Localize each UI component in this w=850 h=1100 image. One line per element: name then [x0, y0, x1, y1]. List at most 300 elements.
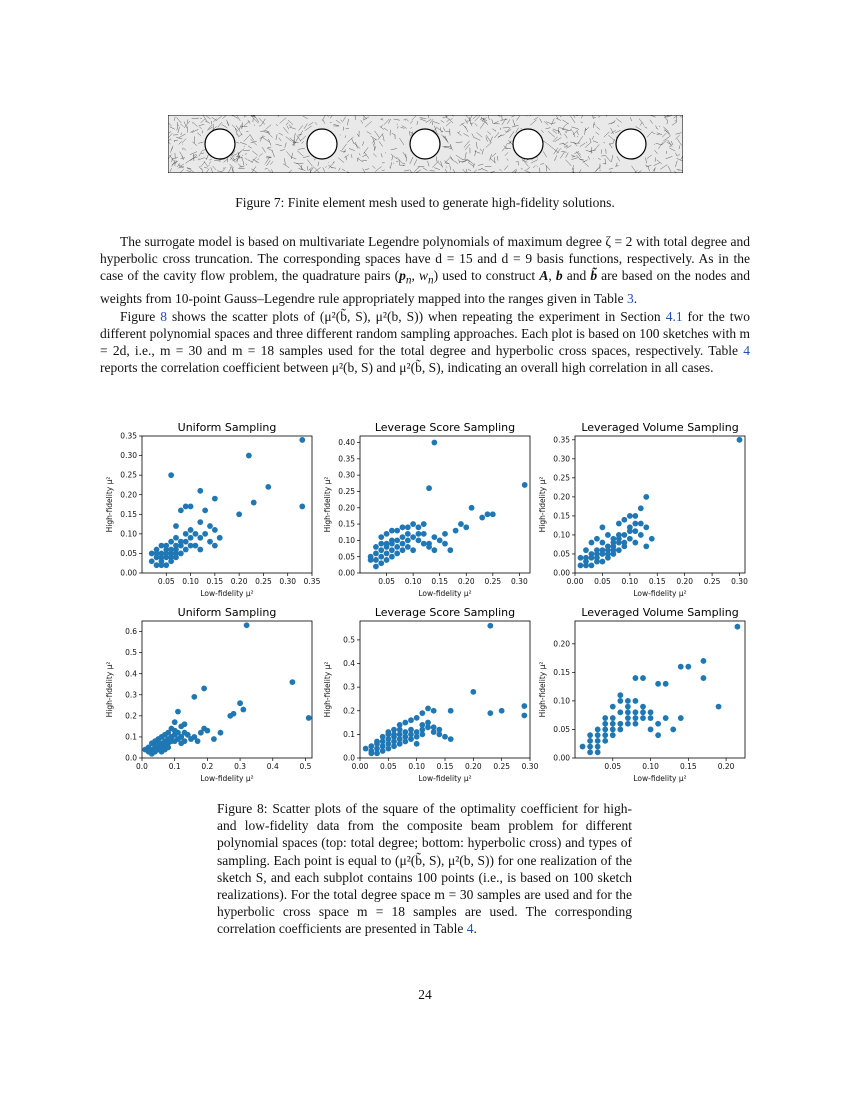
y-tick-label: 0.20: [553, 492, 570, 502]
scatter-point: [211, 736, 217, 742]
scatter-point: [448, 708, 454, 714]
scatter-point: [218, 730, 224, 736]
scatter-point: [173, 551, 179, 557]
scatter-point: [202, 507, 208, 513]
plot-title: Leveraged Volume Sampling: [581, 606, 739, 619]
scatter-point: [521, 713, 527, 719]
scatter-point: [201, 686, 207, 692]
x-tick-label: 0.25: [493, 762, 511, 771]
scatter-point: [583, 547, 589, 553]
p1-comma: ,: [548, 268, 552, 284]
scatter-point: [643, 494, 649, 500]
scatter-point: [410, 547, 416, 553]
scatter-plot-top-leverage-score: [318, 418, 538, 608]
scatter-point: [605, 547, 611, 553]
scatter-point: [442, 541, 448, 547]
x-axis-label: Low-fidelity μ²: [418, 774, 472, 783]
x-tick-label: 0.25: [484, 577, 502, 586]
scatter-point: [419, 731, 425, 737]
scatter-point: [178, 723, 184, 729]
figure8-table-4-link[interactable]: 4: [466, 921, 474, 937]
scatter-point: [617, 721, 623, 727]
scatter-point: [632, 521, 638, 527]
scatter-point: [595, 749, 601, 755]
scatter-point: [191, 694, 197, 700]
scatter-point: [463, 524, 469, 530]
scatter-point: [600, 551, 606, 557]
x-axis-label: Low-fidelity μ²: [633, 774, 687, 783]
section-4-1-link[interactable]: 4.1: [665, 308, 683, 324]
p2-text-c: for the two different polynomial spaces and three different random sampling approaches. Each plot is based on 100 sketches with m = 2d, i.e., m = 30 and m = 18 samples used for the total degree and hyperbolic cross spaces, respectively. Table: [100, 308, 751, 358]
scatter-point: [490, 511, 496, 517]
plot-title: Leverage Score Sampling: [374, 606, 516, 619]
scatter-point: [175, 709, 181, 715]
scatter-point: [172, 728, 178, 734]
scatter-point: [617, 727, 623, 733]
x-tick-label: 0.30: [279, 577, 297, 586]
x-tick-label: 0.10: [182, 577, 199, 586]
mesh-hole-3: [410, 129, 440, 159]
scatter-point: [394, 537, 400, 543]
scatter-point: [701, 658, 707, 664]
scatter-point: [638, 532, 644, 538]
scatter-point: [610, 732, 616, 738]
body-text: [100, 233, 750, 376]
scatter-point: [633, 709, 639, 715]
table-4-link[interactable]: 4: [743, 342, 750, 358]
scatter-point: [633, 721, 639, 727]
scatter-point: [265, 484, 271, 490]
scatter-point: [479, 515, 485, 521]
y-tick-label: 0.1: [343, 729, 355, 739]
scatter-point: [487, 623, 493, 629]
y-tick-label: 0.20: [120, 490, 137, 500]
scatter-point: [431, 547, 437, 553]
x-tick-label: 0.20: [676, 577, 694, 586]
scatter-point: [578, 562, 584, 568]
scatter-point: [394, 551, 400, 557]
y-tick-label: 0.4: [125, 669, 137, 679]
scatter-point: [583, 555, 589, 561]
scatter-point: [610, 727, 616, 733]
scatter-point: [663, 715, 669, 721]
plot-title: Leverage Score Sampling: [374, 421, 516, 434]
scatter-point: [602, 727, 608, 733]
p1-p: p: [399, 268, 406, 284]
x-tick-label: 0.20: [717, 762, 735, 771]
scatter-point: [378, 534, 384, 540]
scatter-point: [414, 741, 420, 747]
scatter-point: [168, 554, 174, 560]
scatter-point: [182, 738, 188, 744]
y-tick-label: 0.15: [553, 511, 570, 521]
scatter-point: [431, 440, 437, 446]
scatter-point: [426, 485, 432, 491]
scatter-point: [421, 541, 427, 547]
y-tick-label: 0.10: [338, 535, 355, 545]
x-axis-label: Low-fidelity μ²: [418, 589, 472, 598]
p1-text-c: are based on the nodes and weights from 10-point Gauss–Legendre rule appropriately mapped into the ranges given in Table: [100, 268, 750, 307]
scatter-point: [168, 539, 174, 545]
scatter-point: [458, 521, 464, 527]
scatter-point: [159, 543, 165, 549]
scatter-point: [617, 698, 623, 704]
scatter-point: [648, 709, 654, 715]
y-tick-label: 0.3: [125, 690, 137, 700]
x-tick-label: 0.20: [464, 762, 482, 771]
x-tick-label: 0.30: [511, 577, 528, 586]
scatter-point: [202, 531, 208, 537]
scatter-point: [193, 531, 199, 537]
scatter-point: [385, 731, 391, 737]
scatter-point: [173, 523, 179, 529]
scatter-point: [197, 488, 203, 494]
scatter-point: [610, 721, 616, 727]
scatter-point: [154, 551, 160, 557]
y-tick-label: 0.10: [553, 530, 570, 540]
x-tick-label: 0.30: [521, 762, 539, 771]
scatter-point: [648, 727, 654, 733]
scatter-point: [610, 704, 616, 710]
figure-8-link[interactable]: 8: [160, 308, 167, 324]
scatter-point: [368, 750, 374, 756]
scatter-point: [159, 554, 165, 560]
scatter-plot-bottom-uniform: [100, 603, 320, 793]
scatter-point: [416, 531, 422, 537]
scatter-point: [610, 543, 616, 549]
x-tick-label: 0.1: [168, 762, 181, 771]
scatter-point: [469, 505, 475, 511]
p2-text-b: shows the scatter plots of (μ²(b̃, S), μ²(b, S)) when repeating the experiment in Section: [167, 308, 666, 324]
scatter-point: [389, 537, 395, 543]
scatter-point: [640, 704, 646, 710]
scatter-point: [587, 738, 593, 744]
scatter-point: [373, 564, 379, 570]
y-tick-label: 0.4: [343, 659, 355, 669]
y-tick-label: 0.15: [120, 509, 137, 519]
scatter-point: [188, 504, 194, 510]
y-tick-label: 0.20: [553, 639, 570, 649]
scatter-point: [163, 551, 169, 557]
y-axis-label: High-fidelity μ²: [323, 661, 332, 718]
mesh-hole-2: [307, 129, 337, 159]
scatter-point: [236, 511, 242, 517]
x-tick-label: 0.05: [379, 762, 397, 771]
x-tick-label: 0.35: [303, 577, 321, 586]
p2-text-d: reports the correlation coefficient between μ²(b, S) and μ²(b̃, S), indicating an overall high correlation in all cases.: [100, 360, 714, 376]
scatter-point: [594, 555, 600, 561]
scatter-point: [378, 547, 384, 553]
scatter-point: [152, 742, 158, 748]
y-tick-label: 0.35: [120, 431, 137, 441]
scatter-point: [165, 745, 171, 751]
mesh-hole-5: [616, 129, 646, 159]
p2-text-a: Figure: [120, 308, 161, 324]
scatter-point: [408, 717, 414, 723]
scatter-point: [625, 704, 631, 710]
scatter-point: [405, 537, 411, 543]
scatter-point: [212, 527, 218, 533]
y-axis-label: High-fidelity μ²: [538, 661, 547, 718]
scatter-point: [419, 722, 425, 728]
figure8-caption: [217, 800, 632, 938]
scatter-point: [405, 544, 411, 550]
p1-b: b: [555, 268, 563, 284]
y-tick-label: 0.25: [553, 473, 570, 483]
paragraph-2: [100, 308, 750, 377]
p1-w: , w: [411, 268, 428, 284]
scatter-point: [195, 738, 201, 744]
scatter-point: [389, 547, 395, 553]
scatter-point: [600, 559, 606, 565]
x-tick-label: 0.15: [679, 762, 697, 771]
scatter-point: [374, 750, 380, 756]
scatter-point: [633, 675, 639, 681]
scatter-point: [595, 732, 601, 738]
y-tick-label: 0.30: [120, 451, 137, 461]
p1-text-a: The surrogate model is based on multivariate Legendre polynomials of maximum degree ζ = 2 with total degree and hyperbolic cross truncation. The corresponding spaces have d = 15 and d = 9 basis functions, respectively. As in the case of the cavity flow problem, the quadrature pairs (: [100, 234, 750, 284]
plot-frame: [575, 621, 745, 758]
scatter-point: [173, 543, 179, 549]
x-tick-label: 0.15: [206, 577, 224, 586]
scatter-point: [655, 732, 661, 738]
scatter-point: [633, 715, 639, 721]
scatter-point: [470, 689, 476, 695]
scatter-point: [425, 705, 431, 711]
scatter-point: [521, 703, 527, 709]
scatter-point: [384, 557, 390, 563]
page-number: 24: [418, 987, 432, 1002]
scatter-point: [431, 724, 437, 730]
scatter-point: [587, 732, 593, 738]
y-tick-label: 0.3: [343, 682, 355, 692]
scatter-point: [602, 738, 608, 744]
scatter-point: [640, 675, 646, 681]
x-tick-label: 0.15: [431, 577, 449, 586]
y-tick-label: 0.6: [125, 627, 137, 637]
scatter-point: [405, 524, 411, 530]
p1-sub-n1: n: [405, 275, 412, 288]
scatter-plot-top-leveraged-volume: [533, 418, 753, 608]
p1-sub-n2: n: [427, 275, 434, 288]
scatter-point: [363, 746, 369, 752]
y-tick-label: 0.05: [338, 552, 355, 562]
scatter-point: [373, 544, 379, 550]
scatter-point: [402, 739, 408, 745]
x-tick-label: 0.15: [648, 577, 666, 586]
paragraph-1: [100, 233, 750, 308]
figure7-caption: Figure 7: Finite element mesh used to generate high-fidelity solutions.: [235, 195, 615, 210]
scatter-point: [701, 675, 707, 681]
scatter-point: [178, 539, 184, 545]
scatter-point: [453, 528, 459, 534]
y-tick-label: 0.25: [120, 470, 137, 480]
scatter-point: [632, 513, 638, 519]
y-tick-label: 0.15: [553, 667, 570, 677]
p1-period: .: [633, 291, 638, 307]
scatter-point: [610, 551, 616, 557]
y-tick-label: 0.05: [120, 549, 137, 559]
scatter-point: [670, 727, 676, 733]
x-tick-label: 0.00: [351, 762, 369, 771]
scatter-point: [716, 704, 722, 710]
scatter-point: [587, 749, 593, 755]
mesh-hole-4: [513, 129, 543, 159]
scatter-plot-bottom-leveraged-volume: [533, 603, 753, 793]
scatter-point: [400, 547, 406, 553]
scatter-point: [384, 531, 390, 537]
scatter-point: [578, 555, 584, 561]
x-tick-label: 0.5: [299, 762, 312, 771]
scatter-point: [621, 517, 627, 523]
scatter-point: [735, 624, 741, 630]
scatter-point: [605, 555, 611, 561]
y-tick-label: 0.2: [125, 711, 137, 721]
scatter-point: [217, 535, 223, 541]
scatter-point: [625, 721, 631, 727]
scatter-point: [437, 537, 443, 543]
scatter-point: [400, 534, 406, 540]
scatter-point: [617, 692, 623, 698]
scatter-point: [499, 708, 505, 714]
scatter-point: [638, 505, 644, 511]
scatter-point: [251, 500, 257, 506]
scatter-point: [240, 707, 246, 713]
scatter-point: [587, 744, 593, 750]
scatter-point: [207, 539, 213, 545]
scatter-point: [419, 710, 425, 716]
scatter-point: [595, 738, 601, 744]
y-tick-label: 0.20: [338, 503, 355, 513]
scatter-point: [421, 531, 427, 537]
scatter-point: [183, 531, 189, 537]
scatter-point: [178, 507, 184, 513]
mesh-hole-1: [205, 129, 235, 159]
scatter-point: [400, 524, 406, 530]
y-axis-label: High-fidelity μ²: [105, 476, 114, 533]
scatter-point: [648, 715, 654, 721]
table-3-link[interactable]: 3: [627, 291, 634, 307]
y-tick-label: 0.00: [338, 568, 355, 578]
scatter-point: [595, 727, 601, 733]
scatter-point: [594, 536, 600, 542]
x-tick-label: 0.10: [642, 762, 659, 771]
scatter-point: [173, 535, 179, 541]
scatter-point: [640, 715, 646, 721]
y-tick-label: 0.0: [125, 753, 137, 763]
scatter-point: [197, 519, 203, 525]
x-tick-label: 0.25: [703, 577, 721, 586]
scatter-point: [442, 531, 448, 537]
y-tick-label: 0.25: [338, 487, 355, 497]
x-tick-label: 0.4: [266, 762, 279, 771]
scatter-point: [595, 744, 601, 750]
finite-element-mesh-image: [168, 115, 683, 173]
y-tick-label: 0.00: [120, 568, 137, 578]
scatter-point: [632, 528, 638, 534]
scatter-point: [384, 541, 390, 547]
plot-title: Uniform Sampling: [177, 606, 277, 619]
y-tick-label: 0.00: [553, 568, 570, 578]
scatter-point: [616, 547, 622, 553]
scatter-point: [589, 562, 595, 568]
x-tick-label: 0.05: [594, 577, 611, 586]
x-tick-label: 0.05: [604, 762, 622, 771]
scatter-point: [402, 729, 408, 735]
y-tick-label: 0.35: [338, 454, 355, 464]
scatter-point: [389, 528, 395, 534]
scatter-point: [183, 547, 189, 553]
scatter-point: [149, 751, 155, 757]
y-tick-label: 0.30: [338, 470, 355, 480]
scatter-point: [373, 551, 379, 557]
scatter-point: [306, 715, 312, 721]
scatter-point: [627, 524, 633, 530]
scatter-point: [436, 727, 442, 733]
y-axis-label: High-fidelity μ²: [323, 476, 332, 533]
y-tick-label: 0.5: [343, 635, 355, 645]
scatter-point: [602, 721, 608, 727]
scatter-point: [625, 698, 631, 704]
scatter-point: [616, 540, 622, 546]
x-tick-label: 0.10: [621, 577, 639, 586]
figure8-caption-text: Figure 8: Scatter plots of the square of the optimality coefficient for high- and low-fidelity data from the composite beam problem for different polynomial spaces (top: total degree; bottom: hyperbolic cross) and types of sampling. Each point is equal to (μ²(b̃, S), μ²(b, S)) for one realization of the sketch S, and each subplot contains 100 points (i.e., is based on 100 sketch realizations). For the total degree space m = 30 samples are used and for the hyperbolic cross space m = 18 samples are used. The corresponding correlation coefficients are presented in Table: [217, 801, 632, 937]
scatter-point: [425, 720, 431, 726]
scatter-point: [394, 544, 400, 550]
scatter-point: [485, 511, 491, 517]
scatter-point: [408, 736, 414, 742]
scatter-point: [188, 543, 194, 549]
scatter-point: [299, 437, 305, 443]
scatter-point: [188, 535, 194, 541]
scatter-point: [627, 536, 633, 542]
scatter-point: [643, 543, 649, 549]
scatter-point: [368, 557, 374, 563]
scatter-point: [237, 700, 243, 706]
scatter-point: [625, 709, 631, 715]
scatter-point: [212, 496, 218, 502]
scatter-point: [594, 547, 600, 553]
scatter-point: [414, 734, 420, 740]
scatter-point: [163, 562, 169, 568]
x-tick-label: 0.25: [255, 577, 272, 586]
scatter-point: [394, 528, 400, 534]
scatter-point: [610, 715, 616, 721]
scatter-point: [416, 524, 422, 530]
scatter-plot-top-uniform: [100, 418, 320, 608]
scatter-point: [621, 532, 627, 538]
scatter-point: [374, 741, 380, 747]
scatter-point: [188, 527, 194, 533]
scatter-point: [426, 544, 432, 550]
x-tick-label: 0.10: [408, 762, 426, 771]
scatter-point: [589, 540, 595, 546]
x-tick-label: 0.2: [201, 762, 214, 771]
p1-A: A: [539, 268, 549, 284]
scatter-point: [408, 727, 414, 733]
y-tick-label: 0.15: [338, 519, 355, 529]
scatter-point: [617, 709, 623, 715]
scatter-point: [380, 739, 386, 745]
scatter-point: [640, 709, 646, 715]
scatter-point: [442, 734, 448, 740]
scatter-point: [149, 558, 155, 564]
scatter-point: [227, 713, 233, 719]
x-tick-label: 0.30: [731, 577, 748, 586]
scatter-point: [678, 664, 684, 670]
scatter-point: [655, 681, 661, 687]
scatter-point: [385, 746, 391, 752]
